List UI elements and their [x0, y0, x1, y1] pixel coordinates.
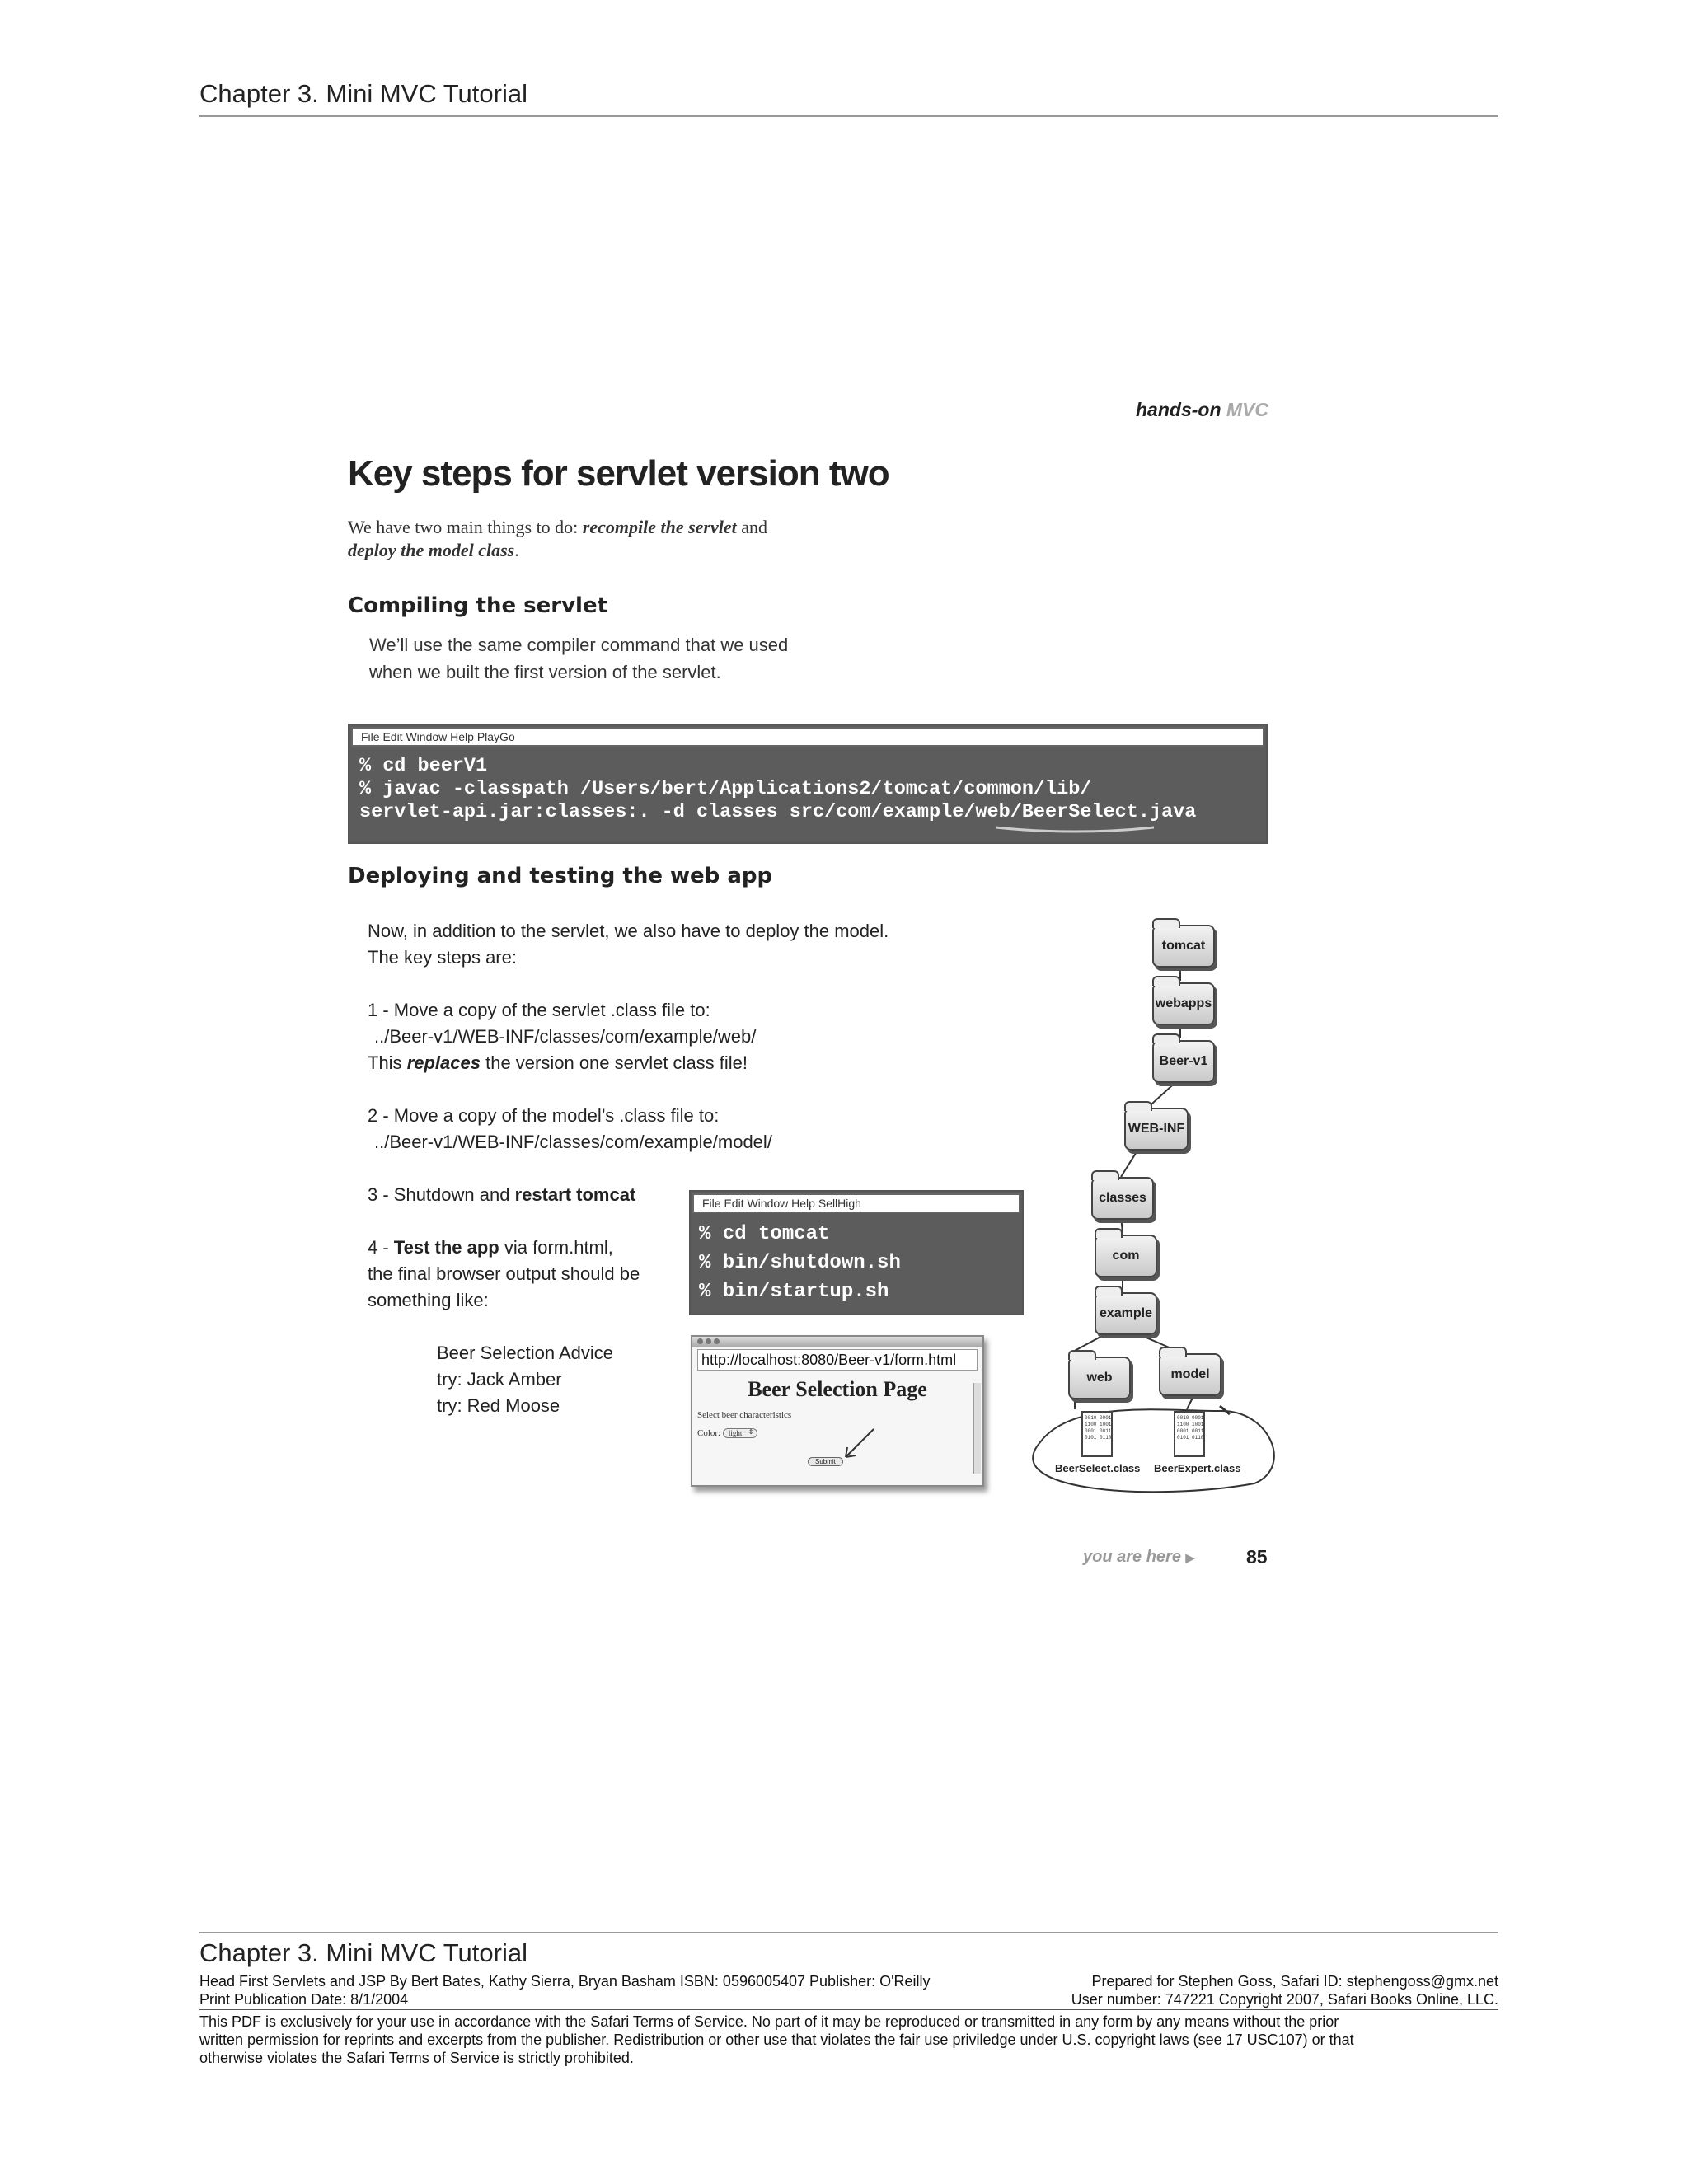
deploying-heading: Deploying and testing the web app [348, 864, 773, 888]
intro-emphasis-deploy: deploy the model class [348, 540, 515, 560]
step-3-bold: restart tomcat [514, 1184, 636, 1205]
step-4-post: via form.html, [499, 1237, 613, 1258]
footer-date-row [199, 1991, 1498, 2010]
step-1-path: ../Beer-v1/WEB-INF/classes/com/example/web/ [374, 1026, 757, 1047]
footer-pub-date: Print Publication Date: 8/1/2004 [199, 1991, 409, 2008]
intro-text: We have two main things to do: [348, 517, 583, 537]
folder-web-inf-icon: WEB-INF [1124, 1108, 1189, 1151]
folder-tomcat-icon: tomcat [1152, 925, 1215, 968]
terminal-line-2: % javac -classpath /Users/bert/Applications2/tomcat/common/lib/ [359, 778, 1092, 800]
terminal-line-1: % cd beerV1 [359, 755, 488, 777]
page-number: 85 [1246, 1546, 1268, 1568]
intro-period: . [514, 540, 519, 560]
file-label-beerexpert: BeerExpert.class [1154, 1462, 1241, 1474]
file-label-beerselect: BeerSelect.class [1055, 1462, 1141, 1474]
running-head [1136, 399, 1268, 421]
terminal-2-menubar: File Edit Window Help SellHigh [692, 1193, 1020, 1213]
underline-annotation [992, 823, 1157, 836]
color-select-value: light [728, 1429, 743, 1437]
footer-prepared-for: Prepared for Stephen Goss, Safari ID: stephengoss@gmx.net [1091, 1973, 1498, 1990]
step-4-line-2: the final browser output should be [368, 1263, 640, 1284]
minimize-dot-icon [706, 1338, 711, 1344]
step-4-pre: 4 - [368, 1237, 394, 1258]
footer-user-number: User number: 747221 Copyright 2007, Safari Books Online, LLC. [1071, 1991, 1498, 2008]
terminal-2-line-1: % cd tomcat [699, 1223, 830, 1245]
section-intro [348, 516, 859, 562]
browser-titlebar [692, 1337, 982, 1347]
intro-emphasis-recompile: recompile the servlet [582, 517, 737, 537]
folder-classes-icon: classes [1091, 1177, 1154, 1220]
compiling-line-1: We’ll use the same compiler command that we used [369, 635, 789, 655]
deploy-intro-2: The key steps are: [368, 947, 517, 968]
step-1-line-1: 1 - Move a copy of the servlet .class file to: [368, 1000, 710, 1020]
close-dot-icon [697, 1338, 703, 1344]
step-4-line-3: something like: [368, 1290, 489, 1310]
step-1-note-post: the version one servlet class file! [480, 1052, 748, 1073]
terminal-2-line-2: % bin/shutdown.sh [699, 1252, 901, 1274]
header-rule [199, 115, 1498, 117]
compiling-line-2: when we built the first version of the servlet. [369, 662, 721, 682]
color-label: Color: [697, 1428, 721, 1438]
footer-book-info: Head First Servlets and JSP By Bert Bates, Kathy Sierra, Bryan Basham ISBN: 0596005407 Publisher: O'Reilly [199, 1973, 931, 1990]
footer-legal-line-1: This PDF is exclusively for your use in accordance with the Safari Terms of Service. No part of it may be reproduced or transmitted in any form by any means without the prior [199, 2013, 1339, 2030]
folder-model-icon: model [1159, 1353, 1221, 1396]
class-file-icon: 0010 0001 1100 1001 0001 0011 0101 0110 [1081, 1411, 1113, 1457]
folder-webapps-icon: webapps [1152, 982, 1215, 1025]
compiling-text [369, 631, 788, 686]
intro-and: and [736, 517, 768, 537]
chapter-header: Chapter 3. Mini MVC Tutorial [199, 79, 528, 108]
browser-label: Select beer characteristics [697, 1410, 792, 1420]
section-title: Key steps for servlet version two [348, 453, 889, 494]
advice-title: Beer Selection Advice [437, 1343, 614, 1363]
compiling-heading: Compiling the servlet [348, 593, 608, 618]
select-arrow-icon: ⇕ [748, 1428, 754, 1436]
color-select[interactable] [723, 1428, 758, 1438]
pointer-arrow-annotation [837, 1424, 887, 1465]
you-are-here [1083, 1548, 1194, 1567]
folder-beer-v1-icon: Beer-v1 [1152, 1040, 1215, 1083]
deploy-intro-1: Now, in addition to the servlet, we also have to deploy the model. [368, 921, 889, 941]
terminal-window-tomcat [689, 1190, 1024, 1315]
triangle-right-icon: ▶ [1185, 1551, 1195, 1564]
folder-web-icon: web [1068, 1357, 1131, 1399]
footer-legal [199, 2013, 1498, 2067]
you-are-here-text: you are here [1083, 1548, 1181, 1566]
class-file-icon: 0010 0001 1100 1001 0001 0011 0101 0110 [1174, 1411, 1205, 1457]
step-4-bold: Test the app [393, 1237, 499, 1258]
submit-button[interactable]: Submit [808, 1457, 843, 1466]
browser-page-title: Beer Selection Page [748, 1377, 927, 1401]
footer-legal-line-2: written permission for reprints and excerpts from the publisher. Redistribution or other use that violates the fair use priviledge under U.S. copyright laws (see 17 USC107) or that [199, 2032, 1354, 2048]
step-2-path: ../Beer-v1/WEB-INF/classes/com/example/model/ [374, 1132, 772, 1152]
browser-window [691, 1335, 984, 1487]
running-head-bold: hands-on [1136, 399, 1221, 420]
url-bar[interactable]: http://localhost:8080/Beer-v1/form.html [697, 1349, 978, 1371]
advice-line-2: try: Red Moose [437, 1395, 560, 1416]
step-1-note-emphasis: replaces [406, 1052, 481, 1073]
terminal-menubar: File Edit Window Help PlayGo [351, 727, 1264, 747]
footer-legal-line-3: otherwise violates the Safari Terms of Service is strictly prohibited. [199, 2050, 634, 2066]
footer-chapter-title: Chapter 3. Mini MVC Tutorial [199, 1938, 528, 1967]
terminal-code [349, 748, 1266, 824]
running-head-light: MVC [1226, 399, 1269, 420]
step-3-pre: 3 - Shutdown and [368, 1184, 515, 1205]
step-1-note [368, 1050, 889, 1076]
footer-book-row [199, 1973, 1498, 1990]
footer-rule [199, 1932, 1498, 1933]
step-1-note-pre: This [368, 1052, 407, 1073]
advice-line-1: try: Jack Amber [437, 1369, 562, 1390]
terminal-window-compile [348, 724, 1268, 844]
terminal-line-3: servlet-api.jar:classes:. -d classes src/com/example/web/BeerSelect.java [359, 801, 1197, 823]
zoom-dot-icon [714, 1338, 720, 1344]
folder-example-icon: example [1095, 1292, 1157, 1335]
terminal-2-code [691, 1215, 1022, 1306]
browser-scrollbar[interactable] [973, 1383, 981, 1474]
terminal-2-line-3: % bin/startup.sh [699, 1281, 889, 1303]
step-2-line-1: 2 - Move a copy of the model’s .class file to: [368, 1105, 720, 1126]
folder-com-icon: com [1095, 1235, 1157, 1277]
